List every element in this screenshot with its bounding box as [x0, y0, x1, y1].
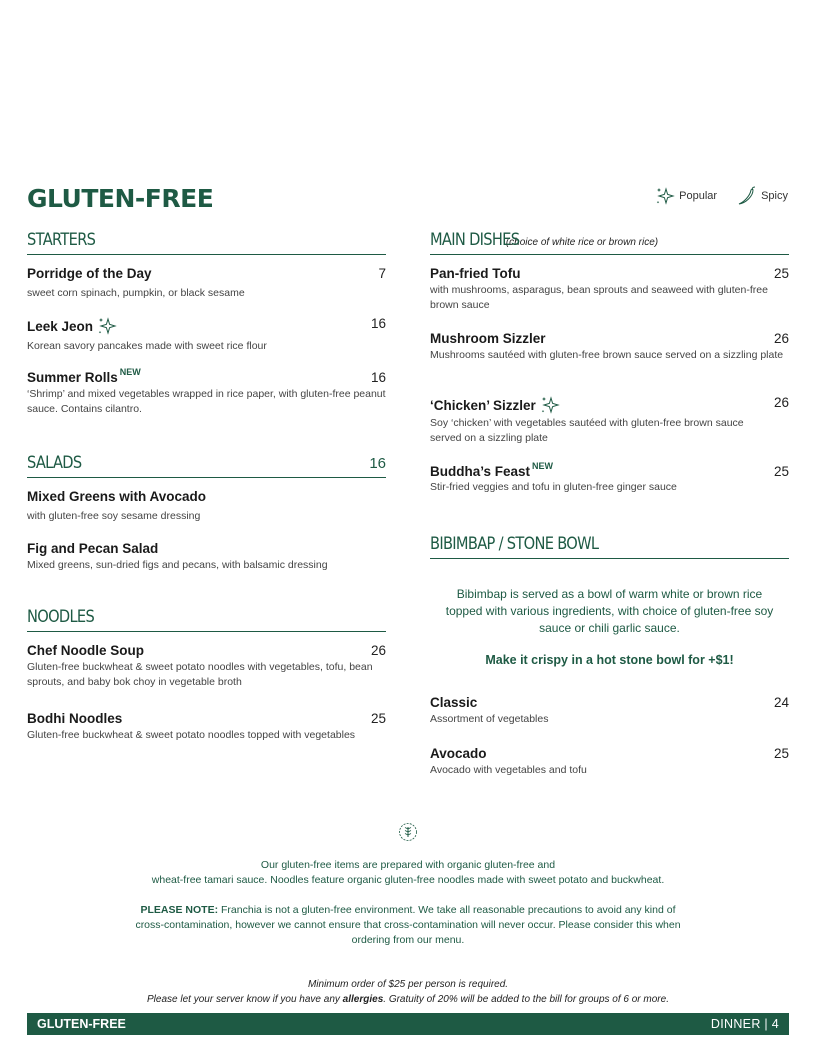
item-price: 26	[773, 395, 789, 410]
new-badge: NEW	[119, 366, 141, 377]
menu-item	[430, 695, 789, 727]
bottom-bar	[27, 1013, 789, 1035]
left-column	[27, 0, 386, 800]
bibimbap-crispy-note: Make it crispy in a hot stone bowl for +$1!	[485, 653, 734, 667]
menu-item	[27, 266, 386, 301]
item-price: 16	[370, 316, 386, 331]
item-price: 26	[773, 331, 789, 346]
item-description: Korean savory pancakes made with sweet rice flour	[27, 340, 267, 352]
sparkle-icon	[97, 316, 117, 336]
item-description: Soy ‘chicken’ with vegetables sautéed with gluten-free brown sauce served on a sizzling plate	[430, 417, 744, 444]
allergy-bold: allergies	[342, 994, 384, 1005]
item-description: Gluten-free buckwheat & sweet potato noodles topped with vegetables	[27, 729, 356, 741]
item-name-wrap	[27, 316, 117, 336]
footer-note-text: Franchia is not a gluten-free environment. We take all reasonable precautions to avoid any kind of cross-contamination, however we cannot ensure that cross-contamination will never occur. Please consider this when ordering from our menu.	[135, 904, 681, 946]
item-description: ‘Shrimp’ and mixed vegetables wrapped in rice paper, with gluten-free peanut sauce. Contains cilantro.	[27, 388, 386, 415]
item-name-wrap	[27, 366, 141, 385]
allergy-post: . Gratuity of 20% will be added to the bill for groups of 6 or more.	[383, 994, 669, 1005]
section-title: SALADS	[27, 453, 82, 473]
sparkle-icon	[540, 395, 560, 415]
menu-item	[27, 366, 386, 417]
item-description: with mushrooms, asparagus, bean sprouts and seaweed with gluten-free brown sauce	[430, 284, 768, 311]
menu-item	[430, 460, 789, 495]
item-name: Porridge of the Day	[27, 266, 152, 281]
section-title: NOODLES	[27, 607, 95, 627]
bottom-bar-page: DINNER | 4	[710, 1017, 779, 1031]
item-name: Leek Jeon	[27, 318, 94, 334]
section-title: STARTERS	[27, 230, 96, 250]
item-description: with gluten-free soy sesame dressing	[27, 510, 201, 522]
item-name: Avocado	[430, 746, 487, 761]
item-name: Summer Rolls	[27, 370, 118, 385]
section-starters	[27, 230, 386, 255]
item-name: Pan-fried Tofu	[430, 266, 521, 281]
section-price: 16	[369, 455, 386, 472]
item-price: 25	[773, 464, 789, 479]
item-name: Mixed Greens with Avocado	[27, 489, 207, 504]
item-name: Buddha’s Feast	[430, 464, 531, 479]
item-name-wrap	[430, 395, 560, 415]
menu-item	[430, 395, 789, 446]
item-price: 25	[773, 266, 789, 281]
menu-item	[430, 331, 789, 363]
section-bibimbap	[430, 534, 789, 559]
section-title-wrap	[430, 230, 658, 250]
menu-item	[430, 746, 789, 778]
item-description: sweet corn spinach, pumpkin, or black sesame	[27, 287, 245, 299]
menu-item	[27, 643, 386, 690]
item-price: 25	[773, 746, 789, 761]
section-note: (choice of white rice or brown rice)	[505, 237, 659, 248]
menu-item	[430, 266, 789, 313]
item-description: Mixed greens, sun-dried figs and pecans, with balsamic dressing	[27, 559, 328, 571]
item-description: Avocado with vegetables and tofu	[430, 764, 587, 776]
item-name-wrap	[430, 460, 554, 479]
item-description: Gluten-free buckwheat & sweet potato noodles with vegetables, tofu, bean sprouts, and baby bok choy in vegetable broth	[27, 661, 373, 688]
item-price: 7	[378, 266, 386, 281]
section-salads	[27, 453, 386, 478]
legend-popular-label: Popular	[679, 190, 718, 202]
menu-item	[27, 489, 386, 524]
page-title: GLUTEN-FREE	[27, 184, 214, 213]
allergy-pre: Please let your server know if you have any	[147, 994, 343, 1005]
section-noodles	[27, 607, 386, 632]
footer-allergy-note	[78, 992, 738, 1007]
item-description: Stir-fried veggies and tofu in gluten-free ginger sauce	[430, 481, 677, 493]
item-price: 16	[370, 370, 386, 385]
legend-spicy-label: Spicy	[761, 190, 788, 202]
bottom-bar-section: GLUTEN-FREE	[37, 1017, 126, 1031]
footer-line-2: wheat-free tamari sauce. Noodles feature organic gluten-free noodles made with sweet potato and buckwheat.	[151, 874, 665, 886]
footer-min-order: Minimum order of $25 per person is required.	[307, 979, 509, 990]
footer-note-label: PLEASE NOTE:	[140, 904, 219, 916]
section-title: BIBIMBAP / STONE BOWL	[430, 534, 599, 554]
menu-item	[27, 541, 386, 573]
menu-item	[27, 711, 386, 743]
new-badge: NEW	[532, 460, 554, 471]
item-name: Fig and Pecan Salad	[27, 541, 159, 556]
franchia-logo-icon	[398, 822, 418, 842]
item-name: Mushroom Sizzler	[430, 331, 546, 346]
section-title: MAIN DISHES	[430, 230, 520, 250]
footer-note	[128, 903, 688, 948]
footer-line-1: Our gluten-free items are prepared with organic gluten-free and	[260, 859, 556, 871]
item-description: Mushrooms sautéed with gluten-free brown sauce served on a sizzling plate	[430, 349, 784, 361]
item-name: Classic	[430, 695, 478, 710]
item-price: 25	[370, 711, 386, 726]
section-main-dishes	[430, 230, 789, 255]
right-column	[430, 0, 789, 800]
item-price: 26	[370, 643, 386, 658]
item-name: Chef Noodle Soup	[27, 643, 144, 658]
bibimbap-intro: Bibimbap is served as a bowl of warm white or brown rice topped with various ingredients, with choice of gluten-free soy sauce or chili garlic sauce.	[445, 587, 774, 635]
item-name: ‘Chicken’ Sizzler	[430, 397, 536, 413]
menu-item	[27, 316, 386, 354]
footer-info	[108, 858, 708, 888]
item-description: Assortment of vegetables	[430, 713, 549, 725]
item-price: 24	[773, 695, 789, 710]
item-name: Bodhi Noodles	[27, 711, 123, 726]
